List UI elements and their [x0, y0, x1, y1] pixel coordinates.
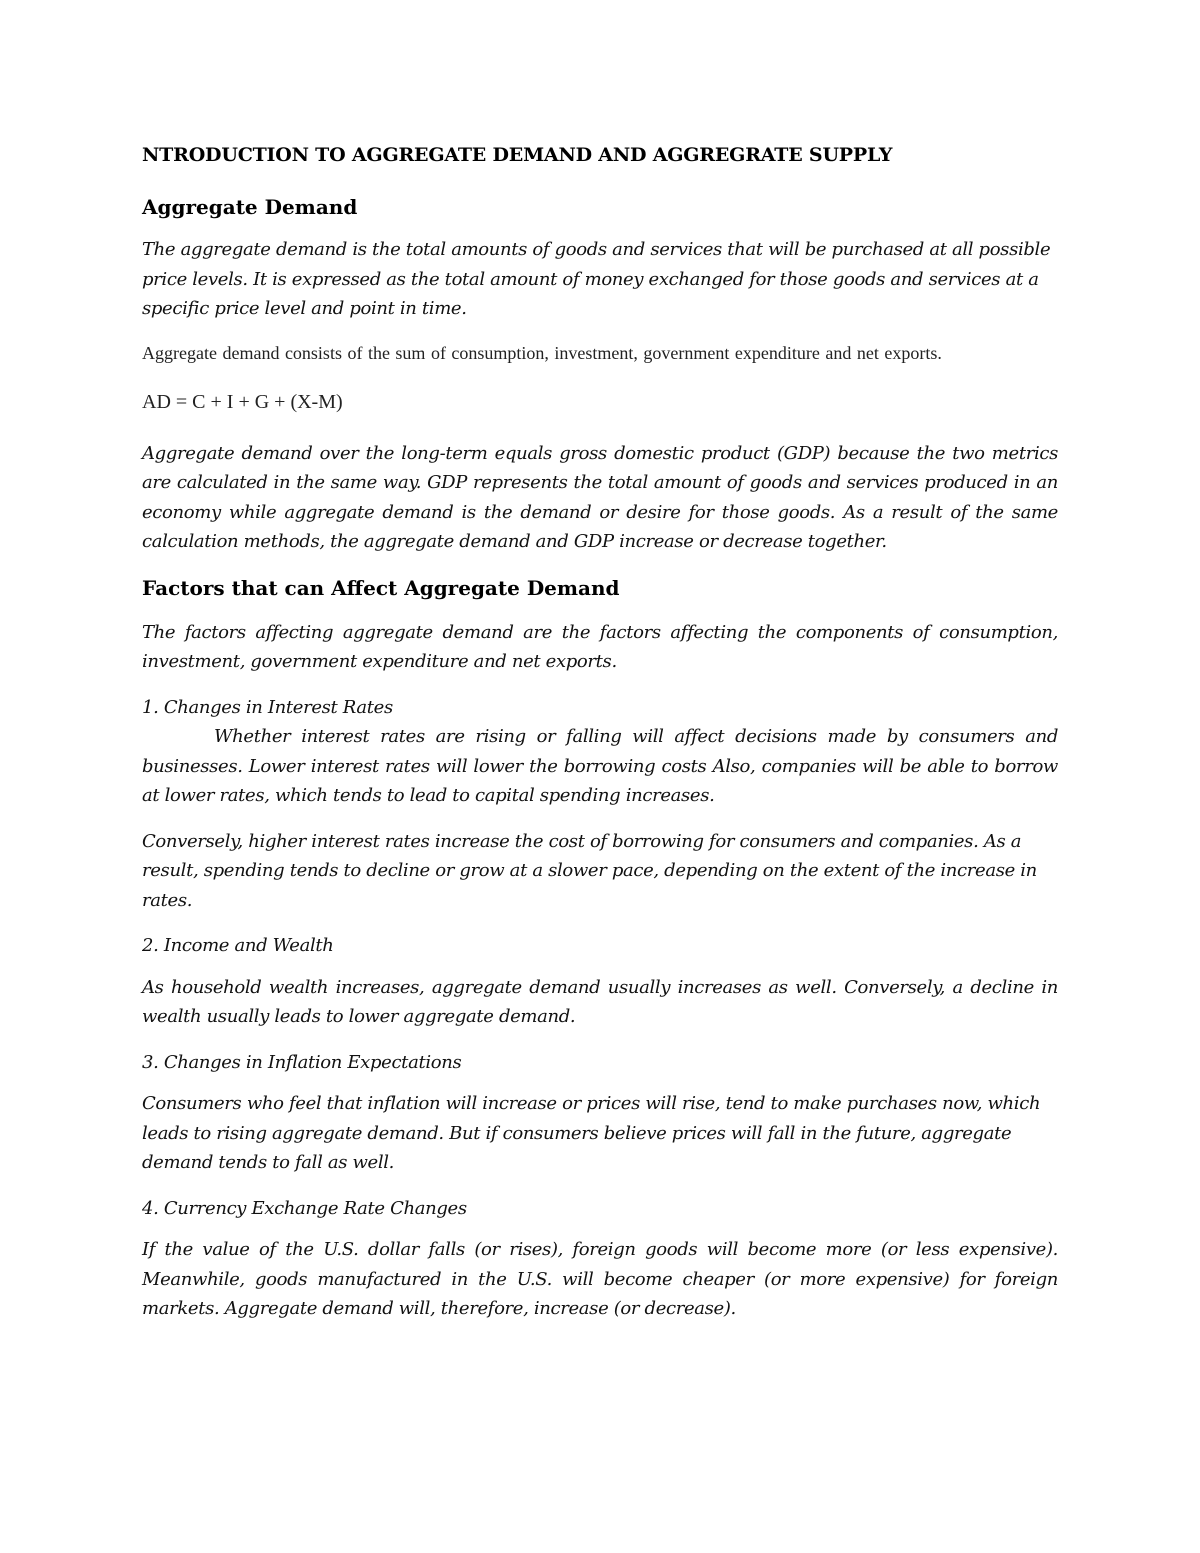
factor-body-exchange-rate: If the value of the U.S. dollar falls (or rises), foreign goods will become more (or less expensive). Meanwhile, goods manufactured in the U.S. will become cheaper (or more expensive) for foreign markets. Aggregate demand will, therefore, increase (or decrease).	[142, 1239, 1058, 1319]
formula: AD = C + I + G + (X-M)	[142, 390, 343, 413]
factor-body: Whether interest rates are rising or falling will affect decisions made by consumers and businesses. Lower interest rates will lower the borrowing costs Also, companies will be able to borrow at lower rates, which tends to lead to capital spending increases.	[142, 726, 1058, 806]
section-heading-factors: Factors that can Affect Aggregate Demand	[142, 575, 620, 600]
document-page	[142, 140, 1058, 1340]
section-heading-aggregate-demand: Aggregate Demand	[142, 195, 358, 219]
components-paragraph: Aggregate demand consists of the sum of consumption, investment, government expenditure and net exports.	[142, 342, 942, 363]
factor-title-exchange-rate: 4. Currency Exchange Rate Changes	[142, 1197, 467, 1219]
factor-title-income-wealth: 2. Income and Wealth	[142, 935, 334, 956]
factor-body-inflation: Consumers who feel that inflation will increase or prices will rise, tend to make purchases now, which leads to rising aggregate demand. But if consumers believe prices will fall in the future, aggregate demand tends to fall as well.	[142, 1093, 1041, 1173]
factor-body-income-wealth: As household wealth increases, aggregate demand usually increases as well. Conversely, a decline in wealth usually leads to lower aggregate demand.	[142, 976, 1058, 1027]
factor-title: 1. Changes in Interest Rates	[142, 696, 393, 718]
factor-extra-paragraph: Conversely, higher interest rates increase the cost of borrowing for consumers and companies. As a result, spending tends to decline or grow at a slower pace, depending on the extent of the increase in rates.	[142, 830, 1037, 911]
definition-paragraph: The aggregate demand is the total amounts of goods and services that will be purchased at all possible price levels. It is expressed as the total amount of money exchanged for those goods and services at a specific price level and point in time.	[142, 239, 1051, 319]
factor-item-interest-rates	[142, 693, 1058, 811]
factors-intro-paragraph: The factors affecting aggregate demand are the factors affecting the components of consumption, investment, government expenditure and net exports.	[142, 621, 1058, 672]
document-title: NTRODUCTION TO AGGREGATE DEMAND AND AGGREGRATE SUPPLY	[142, 144, 893, 166]
gdp-paragraph: Aggregate demand over the long-term equals gross domestic product (GDP) because the two metrics are calculated in the same way. GDP represents the total amount of goods and services produced in an economy while aggregate demand is the demand or desire for those goods. As a result of the same calculation methods, the aggregate demand and GDP increase or decrease together.	[142, 442, 1058, 552]
factor-title-inflation: 3. Changes in Inflation Expectations	[142, 1051, 462, 1073]
